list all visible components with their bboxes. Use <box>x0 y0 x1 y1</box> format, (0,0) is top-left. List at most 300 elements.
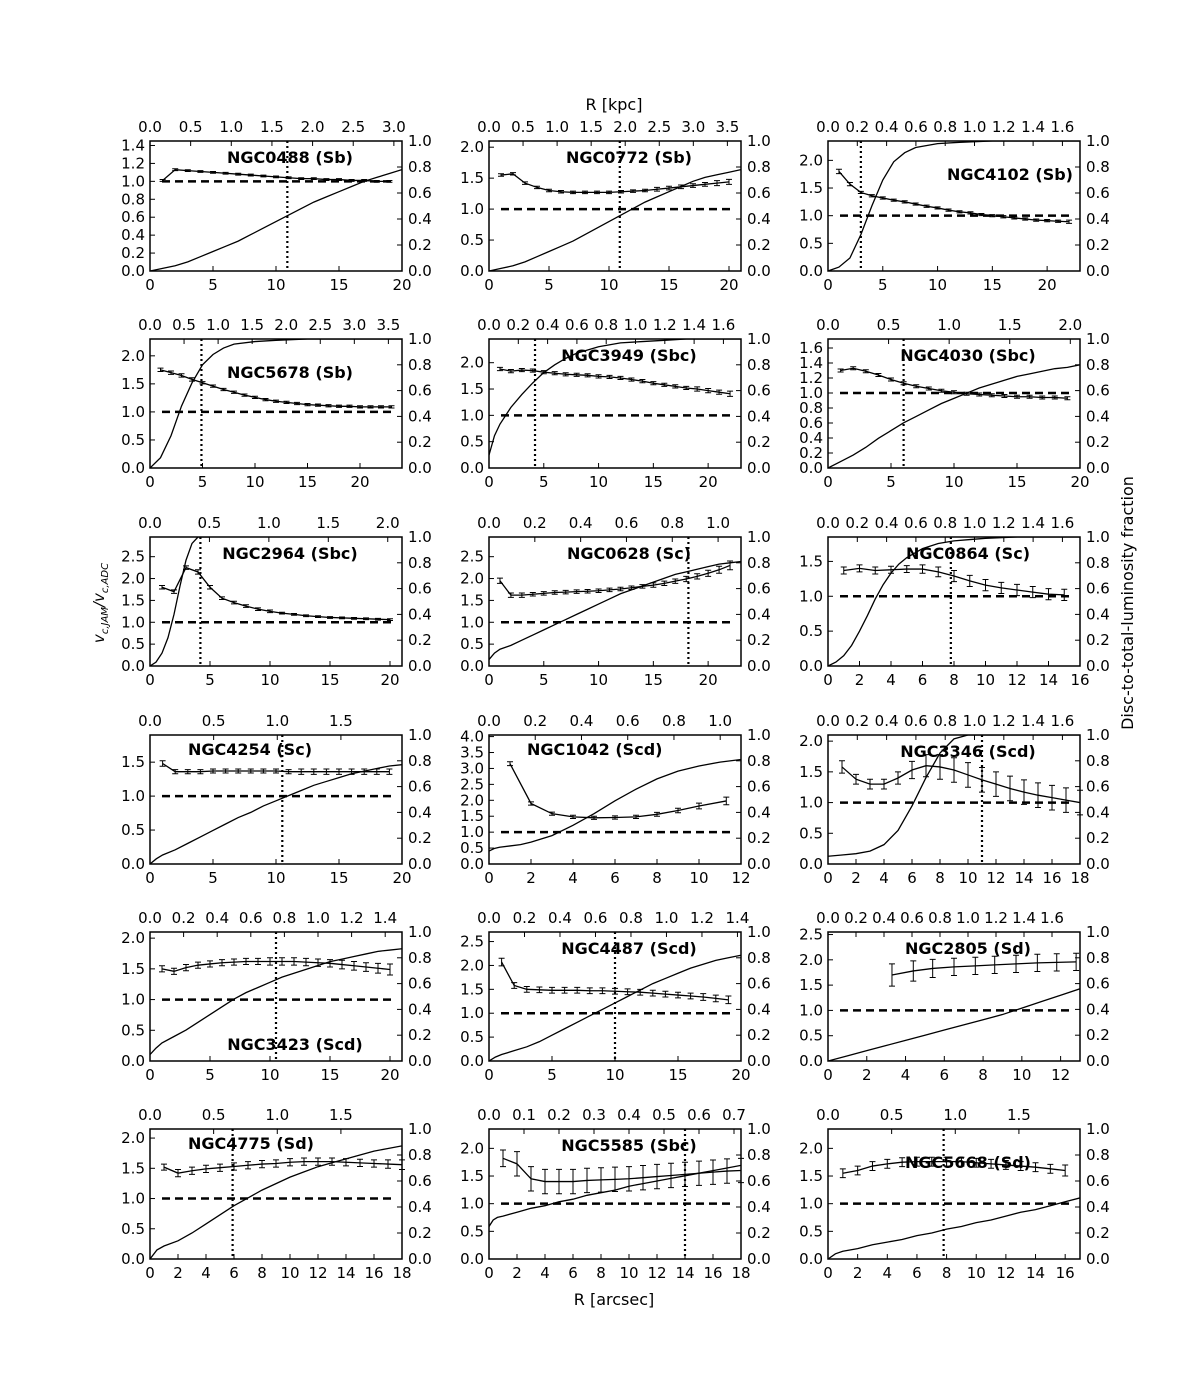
right-y-tick-label: 0.2 <box>747 829 771 848</box>
x-tick-label: 10 <box>266 869 286 887</box>
x-tick-label: 0 <box>484 1066 494 1084</box>
x-tick-label: 20 <box>392 869 412 887</box>
panel-title: NGC4254 (Sc) <box>188 740 312 759</box>
right-y-tick-label: 0.6 <box>408 381 432 400</box>
x-tick-label: 5 <box>547 1066 557 1084</box>
x-tick-label: 20 <box>380 671 400 689</box>
right-y-tick-label: 0.4 <box>408 1198 432 1216</box>
right-y-tick-label: 1.0 <box>1086 1120 1110 1138</box>
x-tick-label: 4 <box>886 671 896 689</box>
y-tick-label: 0.5 <box>799 824 823 843</box>
disc-fraction-line <box>828 1198 1080 1259</box>
x-tick-label: 18 <box>1070 869 1090 887</box>
y-tick-label: 0.0 <box>121 459 145 477</box>
panel-title: NGC0772 (Sb) <box>566 148 692 167</box>
y-tick-label: 2.0 <box>121 569 145 588</box>
top-x-tick-label: 0.0 <box>138 712 162 730</box>
top-x-tick-label: 2.0 <box>300 118 325 136</box>
panel-ngc4254 <box>121 712 432 887</box>
panel-ngc4030 <box>799 316 1110 491</box>
x-tick-label: 10 <box>266 276 286 294</box>
top-x-tick-label: 1.0 <box>937 316 962 334</box>
right-y-tick-label: 1.0 <box>1086 923 1110 941</box>
right-y-tick-label: 0.0 <box>408 1052 432 1070</box>
axes-frame <box>150 339 402 468</box>
top-x-tick-label: 0.5 <box>876 316 901 334</box>
y-tick-label: 0.0 <box>799 1052 823 1070</box>
x-tick-label: 0 <box>145 1264 155 1282</box>
x-tick-label: 5 <box>886 473 896 491</box>
y-tick-label: 0.8 <box>799 399 823 417</box>
top-x-tick-label: 0.1 <box>512 1106 536 1124</box>
right-y-tick-label: 0.0 <box>408 262 432 280</box>
y-tick-label: 2.0 <box>460 353 484 372</box>
panel-title: NGC3423 (Scd) <box>227 1035 363 1054</box>
top-x-tick-label: 0.8 <box>594 316 619 334</box>
y-tick-label: 0.2 <box>799 444 823 462</box>
disc-fraction-line <box>828 365 1080 468</box>
y-tick-label: 1.0 <box>460 1194 484 1213</box>
right-y-tick-label: 0.6 <box>408 1172 432 1190</box>
y-tick-label: 1.0 <box>460 406 484 425</box>
top-x-tick-label: 1.4 <box>1012 909 1036 927</box>
top-x-tick-label: 1.5 <box>260 118 284 136</box>
top-x-tick-label: 0.4 <box>617 1106 641 1124</box>
right-y-tick-label: 0.6 <box>408 184 432 202</box>
x-tick-label: 4 <box>900 1066 911 1084</box>
right-y-tick-label: 0.0 <box>408 1250 432 1268</box>
top-x-tick-label: 1.5 <box>1006 1106 1031 1124</box>
panel-ngc4487 <box>460 909 771 1084</box>
x-tick-label: 0 <box>484 473 494 491</box>
y-tick-label: 1.0 <box>121 172 145 191</box>
top-x-tick-label: 0.4 <box>872 909 896 927</box>
y-tick-label: 1.5 <box>799 762 823 781</box>
x-tick-label: 10 <box>589 671 609 689</box>
right-y-tick-label: 0.6 <box>747 974 771 993</box>
velocity-ratio-line <box>510 764 726 818</box>
top-x-tick-label: 0.4 <box>535 316 560 334</box>
panel-title: NGC2805 (Sd) <box>905 939 1031 958</box>
x-tick-label: 10 <box>928 276 948 294</box>
right-y-tick-label: 0.6 <box>1086 1172 1110 1190</box>
panel-ngc5678 <box>121 316 432 491</box>
right-y-tick-label: 0.6 <box>747 381 771 400</box>
x-tick-label: 6 <box>912 1264 922 1282</box>
right-y-tick-label: 0.4 <box>1086 1000 1110 1019</box>
x-tick-label: 2 <box>852 1264 863 1282</box>
panel-title: NGC3346 (Scd) <box>900 742 1036 761</box>
x-tick-label: 20 <box>731 1066 751 1084</box>
x-tick-label: 14 <box>336 1264 356 1282</box>
right-y-tick-label: 1.0 <box>408 330 432 348</box>
y-tick-label: 2.0 <box>799 950 823 969</box>
right-y-tick-label: 1.0 <box>747 132 771 150</box>
y-tick-label: 1.0 <box>121 402 145 421</box>
x-tick-label: 15 <box>329 869 349 887</box>
top-x-axis-label: R [kpc] <box>585 95 643 114</box>
top-x-tick-label: 0.2 <box>845 712 870 730</box>
right-y-tick-label: 0.2 <box>747 433 771 452</box>
right-y-tick-label: 0.6 <box>747 184 771 202</box>
y-tick-label: 0.0 <box>460 855 484 873</box>
top-x-tick-label: 0.0 <box>816 712 840 730</box>
top-x-tick-label: 0.0 <box>477 909 501 927</box>
right-y-tick-label: 0.4 <box>408 1000 432 1019</box>
x-tick-label: 6 <box>917 671 928 689</box>
top-x-tick-label: 2.0 <box>274 316 299 334</box>
disc-fraction-line <box>150 339 402 468</box>
x-tick-label: 0 <box>823 276 833 294</box>
y-tick-label: 2.0 <box>121 1129 145 1148</box>
y-tick-label: 0.5 <box>121 635 145 654</box>
panel-title: NGC0488 (Sb) <box>227 148 353 167</box>
right-y-tick-label: 0.2 <box>747 1026 771 1045</box>
panel-ngc1042 <box>460 712 771 887</box>
y-tick-label: 1.0 <box>121 990 145 1009</box>
x-tick-label: 4 <box>201 1264 211 1282</box>
right-y-tick-label: 0.4 <box>1086 605 1110 624</box>
top-x-tick-label: 1.5 <box>579 118 604 136</box>
y-tick-label: 1.5 <box>460 380 484 399</box>
panel-ngc3949 <box>460 316 771 491</box>
top-x-tick-label: 0.6 <box>238 909 263 927</box>
y-tick-label: 0.0 <box>799 459 823 477</box>
x-tick-label: 10 <box>260 671 280 689</box>
y-tick-label: 1.5 <box>460 980 484 999</box>
y-tick-label: 0.0 <box>799 262 823 280</box>
y-tick-label: 0.0 <box>121 657 145 675</box>
top-x-tick-label: 0.2 <box>845 514 870 532</box>
x-tick-label: 0 <box>145 671 155 689</box>
y-tick-label: 1.5 <box>799 976 823 995</box>
x-tick-label: 10 <box>605 1066 625 1084</box>
disc-fraction-line <box>828 141 1080 271</box>
y-tick-label: 0.0 <box>121 1052 145 1070</box>
top-x-tick-label: 2.0 <box>613 118 638 136</box>
panel-title: NGC5668 (Sd) <box>905 1153 1031 1172</box>
x-tick-label: 15 <box>329 276 349 294</box>
x-tick-label: 20 <box>1037 276 1057 294</box>
top-x-tick-label: 1.5 <box>316 514 341 532</box>
right-y-tick-label: 1.0 <box>408 923 432 941</box>
right-y-tick-label: 0.4 <box>408 407 432 426</box>
y-tick-label: 2.5 <box>460 932 484 951</box>
top-x-tick-label: 0.6 <box>903 514 928 532</box>
top-x-tick-label: 1.0 <box>708 712 733 730</box>
top-x-tick-label: 0.0 <box>477 118 501 136</box>
right-y-tick-label: 0.2 <box>408 829 432 848</box>
y-tick-label: 0.0 <box>460 262 484 280</box>
x-tick-label: 0 <box>823 1066 833 1084</box>
top-x-tick-label: 0.8 <box>660 514 685 532</box>
top-x-tick-label: 0.0 <box>477 514 501 532</box>
right-y-tick-label: 0.2 <box>1086 1026 1110 1045</box>
x-tick-label: 2 <box>861 1066 872 1084</box>
velocity-ratio-line <box>501 174 729 193</box>
x-tick-label: 10 <box>245 473 265 491</box>
x-tick-label: 0 <box>823 1264 833 1282</box>
y-tick-label: 2.0 <box>460 956 484 975</box>
top-x-tick-label: 1.4 <box>1021 712 1046 730</box>
right-y-tick-label: 0.2 <box>1086 1224 1110 1242</box>
top-x-tick-label: 0.2 <box>845 118 870 136</box>
top-x-tick-label: 0.5 <box>511 118 535 136</box>
x-tick-label: 5 <box>878 276 888 294</box>
y-tick-label: 0.0 <box>121 855 145 873</box>
panel-title: NGC2964 (Sbc) <box>222 544 358 563</box>
x-tick-label: 15 <box>659 276 679 294</box>
x-tick-label: 16 <box>703 1264 723 1282</box>
top-x-tick-label: 1.5 <box>240 316 265 334</box>
x-tick-label: 10 <box>944 473 964 491</box>
y-tick-label: 0.5 <box>460 432 484 451</box>
top-x-tick-label: 1.2 <box>991 712 1016 730</box>
top-x-tick-label: 0.5 <box>172 316 196 334</box>
top-x-tick-label: 1.0 <box>706 514 731 532</box>
top-x-tick-label: 1.6 <box>1050 118 1075 136</box>
right-y-tick-label: 0.8 <box>408 751 432 770</box>
top-x-tick-label: 0.4 <box>205 909 230 927</box>
y-tick-label: 1.6 <box>799 339 823 357</box>
top-x-tick-label: 1.2 <box>339 909 364 927</box>
right-y-tick-label: 0.2 <box>408 631 432 650</box>
right-y-tick-label: 0.2 <box>408 236 432 254</box>
top-x-tick-label: 1.0 <box>962 514 987 532</box>
y-tick-label: 2.0 <box>460 138 484 157</box>
right-y-tick-label: 0.6 <box>408 974 432 993</box>
right-y-tick-label: 1.0 <box>1086 132 1110 150</box>
top-x-tick-label: 1.6 <box>1050 514 1075 532</box>
x-tick-label: 15 <box>297 473 318 491</box>
y-tick-label: 2.0 <box>121 346 145 365</box>
right-y-tick-label: 1.0 <box>747 923 771 941</box>
y-tick-label: 1.0 <box>799 587 823 606</box>
right-y-tick-label: 0.8 <box>747 751 771 770</box>
y-tick-label: 2.0 <box>460 791 484 810</box>
right-y-tick-label: 0.0 <box>1086 262 1110 280</box>
right-y-tick-label: 0.8 <box>1086 948 1110 967</box>
top-x-tick-label: 0.6 <box>687 1106 711 1124</box>
y-tick-label: 1.5 <box>799 179 823 198</box>
right-y-tick-label: 0.0 <box>1086 855 1110 873</box>
y-tick-label: 2.5 <box>460 547 484 566</box>
top-x-tick-label: 0.6 <box>614 514 639 532</box>
top-x-tick-label: 1.2 <box>991 514 1016 532</box>
x-tick-label: 2 <box>851 869 861 887</box>
right-y-tick-label: 0.8 <box>1086 553 1110 572</box>
top-x-tick-label: 0.6 <box>583 909 608 927</box>
y-tick-label: 0.6 <box>121 208 145 227</box>
x-tick-label: 16 <box>1042 869 1062 887</box>
y-tick-label: 0.5 <box>460 1028 484 1047</box>
right-y-tick-label: 0.8 <box>1086 158 1110 176</box>
top-x-tick-label: 0.2 <box>171 909 196 927</box>
x-tick-label: 5 <box>539 473 549 491</box>
right-y-tick-label: 0.8 <box>747 355 771 374</box>
y-tick-label: 1.2 <box>121 154 145 173</box>
top-x-tick-label: 3.0 <box>342 316 367 334</box>
y-tick-label: 2.5 <box>460 775 484 794</box>
top-x-tick-label: 1.2 <box>652 316 677 334</box>
right-y-tick-label: 0.0 <box>408 855 432 873</box>
right-y-tick-label: 0.0 <box>747 262 771 280</box>
panel-ngc0488 <box>121 118 432 294</box>
y-tick-label: 1.0 <box>460 200 484 219</box>
x-tick-label: 18 <box>392 1264 412 1282</box>
y-tick-label: 0.2 <box>121 244 145 263</box>
right-y-tick-label: 1.0 <box>747 528 771 546</box>
right-y-tick-label: 0.6 <box>747 1172 771 1190</box>
top-x-tick-label: 1.2 <box>991 118 1016 136</box>
y-tick-label: 1.5 <box>799 552 823 571</box>
disc-fraction-line <box>150 765 402 864</box>
x-tick-label: 8 <box>596 1264 606 1282</box>
right-y-tick-label: 0.0 <box>408 657 432 675</box>
x-tick-label: 12 <box>1007 671 1027 689</box>
top-x-tick-label: 1.0 <box>265 712 290 730</box>
panel-title: NGC5678 (Sb) <box>227 363 353 382</box>
right-y-tick-label: 0.0 <box>1086 1052 1110 1070</box>
top-x-tick-label: 1.0 <box>219 118 244 136</box>
top-x-tick-label: 0.0 <box>816 316 840 334</box>
y-tick-label: 0.5 <box>121 1219 145 1238</box>
right-y-tick-label: 0.0 <box>1086 657 1110 675</box>
top-x-tick-label: 0.4 <box>568 514 593 532</box>
y-tick-label: 1.5 <box>799 1167 823 1186</box>
disc-fraction-line <box>150 170 402 271</box>
top-x-tick-label: 0.0 <box>138 514 162 532</box>
top-x-tick-label: 0.6 <box>903 118 928 136</box>
y-tick-label: 2.0 <box>799 732 823 751</box>
right-y-tick-label: 1.0 <box>408 132 432 150</box>
y-tick-label: 1.0 <box>799 793 823 812</box>
x-tick-label: 2 <box>526 869 536 887</box>
top-x-tick-label: 0.2 <box>512 909 537 927</box>
y-tick-label: 1.0 <box>460 823 484 842</box>
right-y-axis-label: Disc-to-total-luminosity fraction <box>1118 476 1137 730</box>
x-tick-label: 5 <box>205 671 215 689</box>
x-tick-label: 10 <box>260 1066 280 1084</box>
y-tick-label: 2.0 <box>460 1139 484 1158</box>
right-y-tick-label: 1.0 <box>1086 528 1110 546</box>
y-tick-label: 1.0 <box>121 1189 145 1208</box>
x-tick-label: 0 <box>484 276 494 294</box>
top-x-tick-label: 1.6 <box>1040 909 1064 927</box>
top-x-tick-label: 2.0 <box>375 514 400 532</box>
y-tick-label: 0.5 <box>799 1222 823 1241</box>
y-tick-label: 2.0 <box>799 1139 823 1158</box>
panel-ngc3423 <box>121 909 432 1084</box>
top-x-tick-label: 2.5 <box>341 118 366 136</box>
top-x-tick-label: 1.4 <box>682 316 707 334</box>
y-tick-label: 2.0 <box>121 929 145 948</box>
x-tick-label: 10 <box>280 1264 300 1282</box>
right-y-tick-label: 0.2 <box>1086 433 1110 452</box>
right-y-tick-label: 0.2 <box>408 1026 432 1045</box>
x-tick-label: 0 <box>823 671 833 689</box>
y-tick-label: 0.5 <box>799 1026 823 1045</box>
top-x-tick-label: 1.0 <box>265 1106 290 1124</box>
error-bar <box>514 1152 520 1176</box>
x-tick-label: 0 <box>145 869 155 887</box>
panels <box>121 118 1110 1282</box>
left-y-axis-label: $v_{c,JAM}/v_{c,ADC}$ <box>90 562 111 644</box>
top-x-tick-label: 0.5 <box>201 1106 226 1124</box>
right-y-tick-label: 0.4 <box>747 210 771 228</box>
axes-frame <box>828 141 1080 271</box>
top-x-tick-label: 0.0 <box>816 1106 840 1124</box>
top-x-tick-label: 0.0 <box>477 712 501 730</box>
top-x-tick-label: 0.4 <box>548 909 572 927</box>
right-y-tick-label: 1.0 <box>747 1120 771 1138</box>
top-x-tick-label: 3.0 <box>681 118 706 136</box>
top-x-tick-label: 0.0 <box>138 1106 162 1124</box>
panel-ngc5668 <box>799 1106 1110 1282</box>
top-x-tick-label: 1.4 <box>1021 118 1046 136</box>
x-tick-label: 20 <box>380 1066 400 1084</box>
x-tick-label: 10 <box>689 869 709 887</box>
top-x-tick-label: 1.5 <box>997 316 1022 334</box>
x-tick-label: 8 <box>652 869 662 887</box>
top-x-tick-label: 1.0 <box>623 316 648 334</box>
right-y-tick-label: 1.0 <box>747 726 771 744</box>
velocity-ratio-line <box>503 1158 741 1181</box>
y-tick-label: 4.0 <box>460 727 484 746</box>
x-tick-label: 4 <box>540 1264 550 1282</box>
y-tick-label: 0.5 <box>121 821 145 840</box>
x-tick-label: 14 <box>1038 671 1059 689</box>
x-tick-label: 12 <box>647 1264 667 1282</box>
y-tick-label: 0.0 <box>799 657 823 675</box>
top-x-tick-label: 0.5 <box>178 118 203 136</box>
top-x-tick-label: 0.8 <box>933 118 958 136</box>
y-tick-label: 1.5 <box>460 591 484 610</box>
top-x-tick-label: 1.4 <box>1021 514 1046 532</box>
y-tick-label: 0.5 <box>460 635 484 654</box>
y-tick-label: 0.5 <box>460 231 484 250</box>
right-y-tick-label: 0.4 <box>747 803 771 822</box>
y-tick-label: 1.5 <box>121 374 145 393</box>
right-y-tick-label: 0.8 <box>1086 355 1110 374</box>
top-x-tick-label: 0.2 <box>523 712 548 730</box>
x-tick-label: 0 <box>145 276 155 294</box>
y-tick-label: 0.4 <box>121 226 145 245</box>
right-y-tick-label: 0.6 <box>408 777 432 796</box>
top-x-tick-label: 0.0 <box>816 118 840 136</box>
right-y-tick-label: 0.4 <box>408 210 432 228</box>
y-tick-label: 0.5 <box>121 430 145 449</box>
y-tick-label: 0.8 <box>121 190 145 209</box>
x-tick-label: 0 <box>823 869 833 887</box>
right-y-tick-label: 0.0 <box>747 855 771 873</box>
right-y-tick-label: 0.4 <box>1086 407 1110 426</box>
x-tick-label: 8 <box>978 1066 988 1084</box>
top-x-tick-label: 1.6 <box>711 316 736 334</box>
x-tick-label: 5 <box>197 473 208 491</box>
panel-ngc0864 <box>799 514 1110 689</box>
right-y-tick-label: 0.4 <box>747 1198 771 1216</box>
x-tick-label: 6 <box>229 1264 239 1282</box>
top-x-tick-label: 1.0 <box>545 118 570 136</box>
y-tick-label: 1.2 <box>799 369 823 387</box>
y-tick-label: 1.5 <box>460 1167 484 1186</box>
x-tick-label: 0 <box>484 671 494 689</box>
y-tick-label: 0.0 <box>460 1052 484 1070</box>
right-y-tick-label: 0.6 <box>1086 777 1110 796</box>
x-tick-label: 0 <box>484 869 494 887</box>
x-tick-label: 6 <box>939 1066 950 1084</box>
